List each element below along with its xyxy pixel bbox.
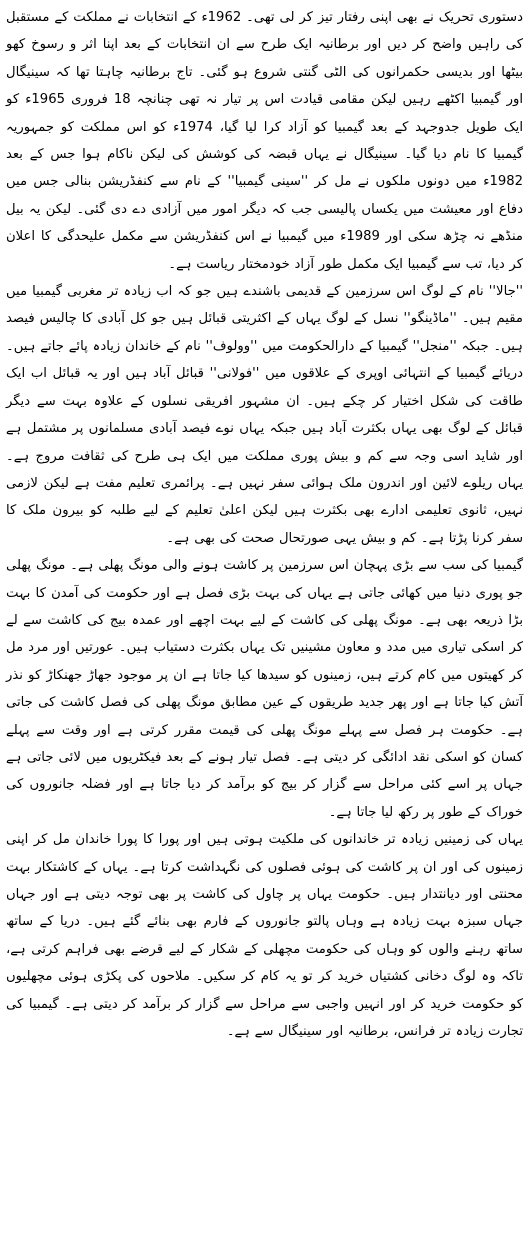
- article-paragraph-4: یہاں کی زمینیں زیادہ تر خاندانوں کی ملکیت ہوتی ہیں اور پورا کا پورا خاندان مل کر اپنی زمینوں کی اور ان پر کاشت کی ہوئی فصلوں کی نگہداشت کرتا ہے۔ یہاں کے کاشتکار بہت محنتی اور دیانتدار ہیں۔ حکومت یہاں پر چاول کی کاشت پر بھی توجہ دیتی ہے اور جہاں جہاں سبزہ بہت زیادہ ہے وہاں پالتو جانوروں کے فارم بھی بنائے گئے ہیں۔ دریا کے ساتھ ساتھ رہنے والوں کو وہاں کی حکومت مچھلی کے شکار کے لیے قرضے بھی فراہم کرتی ہے، تاکہ وہ لوگ دخانی کشتیاں خرید کر تو یہ کام کر سکیں۔ ملاحوں کی پکڑی ہوئی مچھلیوں کو حکومت خرید کر اور انہیں واجبی سے مراحل سے گزار کر برآمد کر دیتی ہے۔ گیمبیا کی تجارت زیادہ تر فرانس، برطانیہ اور سینیگال سے ہے۔: [6, 832, 523, 1040]
- article-paragraph-3: گیمبیا کی سب سے بڑی پہچان اس سرزمین پر کاشت ہونے والی مونگ پھلی ہے۔ مونگ پھلی جو پوری دنیا میں کھائی جاتی ہے یہاں کی بہت بڑی فصل ہے اور حکومت کی آمدن کا بہت بڑا ذریعہ بھی ہے۔ مونگ پھلی کی کاشت کے لیے بہت اچھے اور عمدہ بیج کی کاشت سے لے کر اسکی تیاری میں مدد و معاون مشینیں تک یہاں بکثرت دستیاب ہیں۔ عورتیں اور مرد مل کر کھیتوں میں کام کرتے ہیں، زمینوں کو سیدھا کیا جاتا ہے ان پر موجود جھاڑ جھنکاڑ کو نذر آتش کیا جاتا ہے اور پھر جدید طریقوں کے عین مطابق مونگ پھلی کی فصل کاشت کی جاتی ہے۔ حکومت ہر فصل سے پہلے مونگ پھلی کی قیمت مقرر کرتی ہے اور وقت سے پہلے کسان کو اسکی نقد ادائگی کر دیتی ہے۔ فصل تیار ہونے کے بعد فیکٹریوں میں لائی جاتی ہے جہاں پر اسے کئی مراحل سے گزار کر بیج کو برآمد کر دیا جاتا ہے اور فضلہ جانوروں کی خوراک کے طور پر رکھ لیا جاتا ہے۔: [6, 558, 523, 820]
- article-paragraph-2: ''جالا'' نام کے لوگ اس سرزمین کے قدیمی باشندے ہیں جو کہ اب زیادہ تر مغربی گیمبیا میں مقیم ہیں۔ ''ماڈینگو'' نسل کے لوگ یہاں کے اکثریتی قبائل ہیں جو کل آبادی کا چالیس فیصد ہیں۔ جبکہ ''منجل'' گیمبیا کے دارالحکومت میں ''وولوف'' نام کے خاندان زیادہ پائے جاتے ہیں۔ دریائے گیمبیا کے انتہائی اوپری کے علاقوں میں ''فولانی'' قبائل آباد ہیں اور یہ قبائل اب ایک طاقت کی شکل اختیار کر چکے ہیں۔ ان مشہور افریقی نسلوں کے علاوہ بہت سے دیگر قبائل کے لوگ بھی یہاں بکثرت آباد ہیں جبکہ یہاں نوے فیصد آبادی مسلمانوں پر مشتمل ہے اور شاید اسی وجہ سے کم و بیش پوری مملکت میں ایک ہی طرح کی ثقافت مروج ہے۔ یہاں ریلوے لائین اور اندرون ملک ہوائی سفر نہیں ہے۔ پرائمری تعلیم مفت ہے لیکن لازمی نہیں، ثانوی تعلیمی ادارے بھی بکثرت ہیں لیکن اعلیٰ تعلیم کے لیے طلبہ کو بیرون ملک کا سفر کرنا پڑتا ہے۔ کم و بیش یہی صورتحال صحت کی بھی ہے۔: [6, 284, 523, 546]
- article-paragraph-1: دستوری تحریک نے بھی اپنی رفتار تیز کر لی تھی۔ 1962ء کے انتخابات نے مملکت کے مستقبل کی راہیں واضح کر دیں اور برطانیہ ایک طرح سے ان انتخابات کے بعد اپنا اثر و رسوخ کھو بیٹھا اور بدیسی حکمرانوں کی الٹی گنتی شروع ہو گئی۔ تاج برطانیہ چاہتا تھا کہ سینیگال اور گیمبیا اکٹھے رہیں لیکن مقامی قیادت اس پر تیار نہ تھی چنانچہ 18 فروری 1965ء کو ایک طویل جدوجہد کے بعد گیمبیا کو آزاد کرا لیا گیا، 1974ء کو اس مملکت کو جمہوریہ گیمبیا کا نام دیا گیا۔ سینیگال نے یہاں قبضہ کی کوشش کی لیکن ناکام ہوا جس کے بعد 1982ء میں دونوں ملکوں نے مل کر ''سینی گیمبیا'' کے نام سے کنفڈریشن بنالی جس میں دفاع اور معیشت میں یکساں پالیسی جب کہ دیگر امور میں آزادی دے دی گئی۔ لیکن یہ بیل منڈھے نہ چڑھ سکی اور 1989ء میں گیمبیا نے اس کنفڈریشن سے مکمل علیحدگی کا اعلان کر دیا، تب سے گیمبیا ایک مکمل طور آزاد خودمختار ریاست ہے۔: [6, 10, 523, 272]
